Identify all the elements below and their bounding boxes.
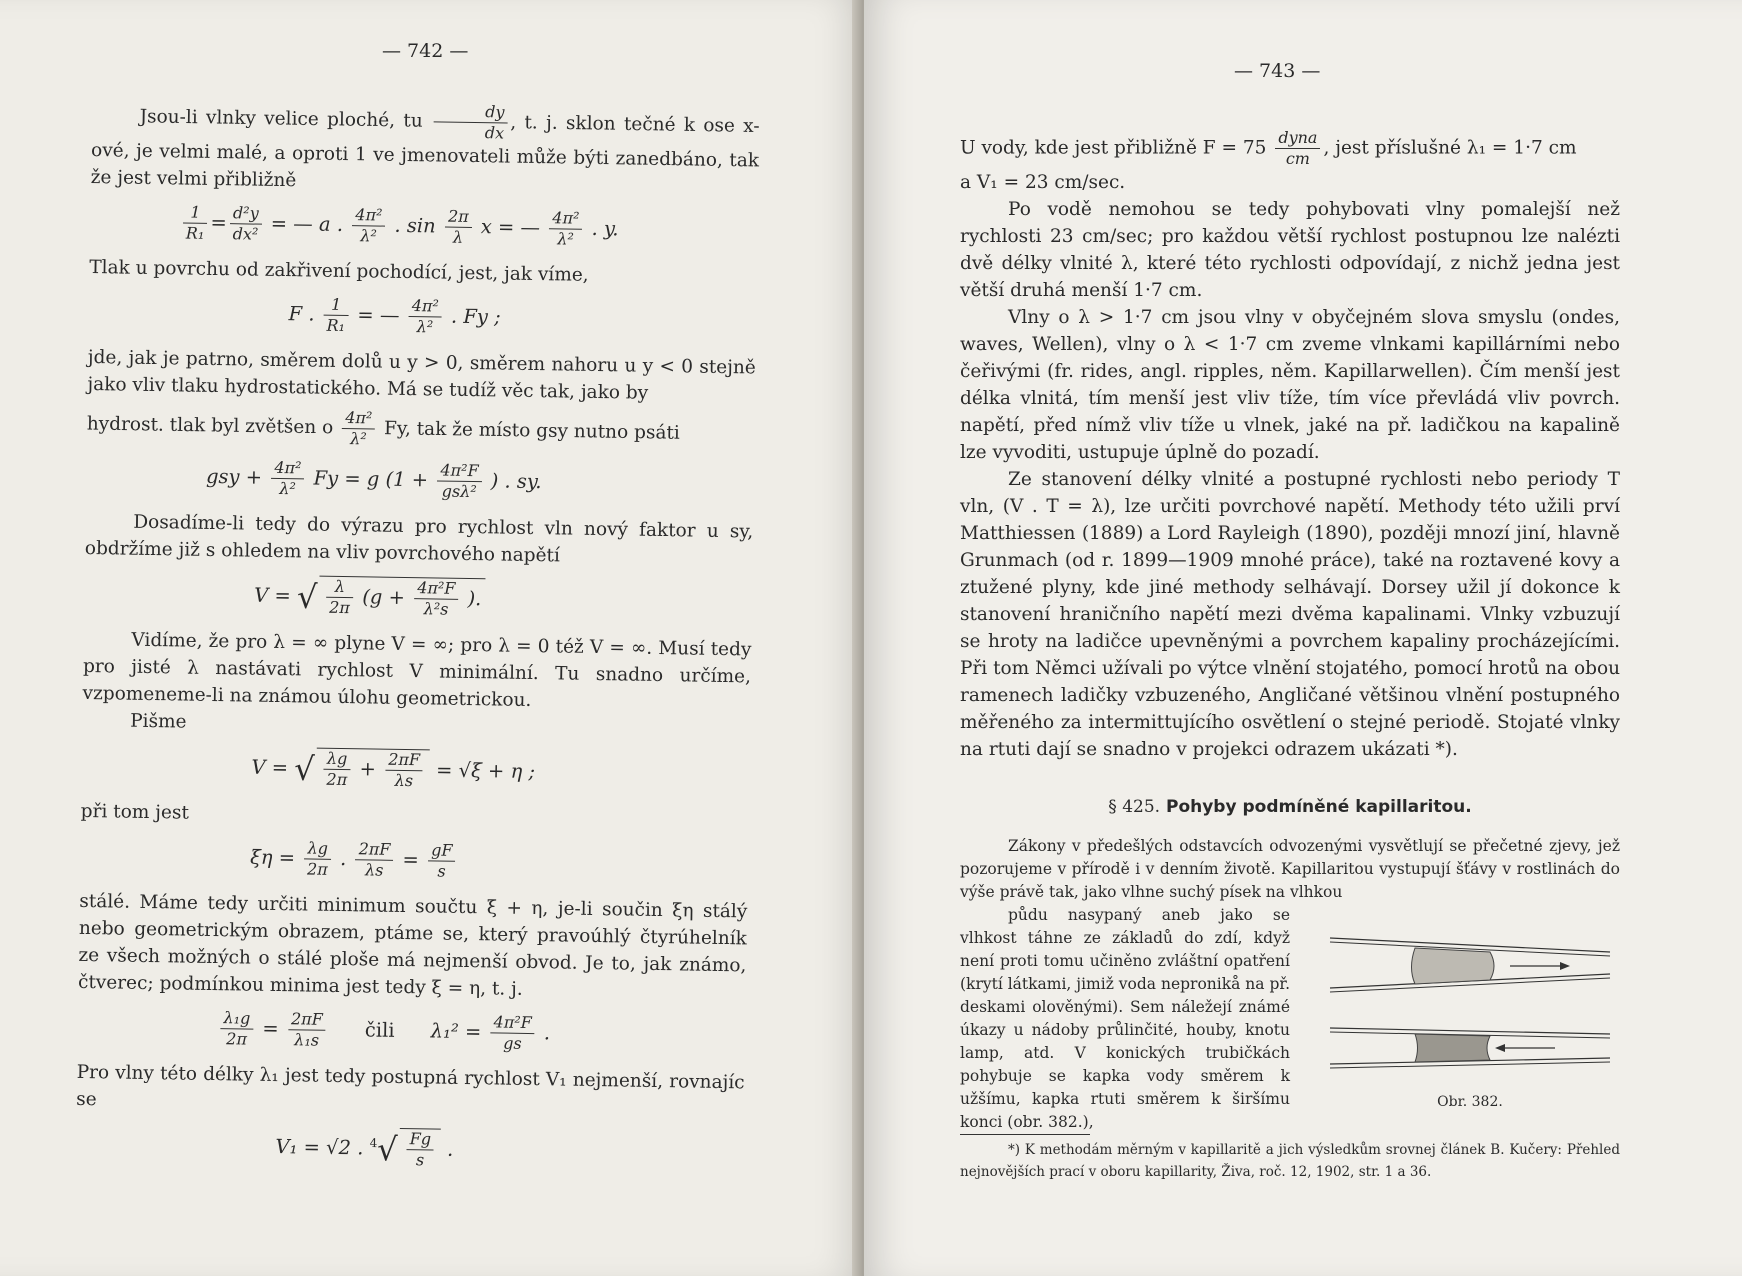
para-6: Vidíme, že pro λ = ∞ plyne V = ∞; pro λ = 0 též V = ∞. Musí tedy pro jisté λ nastávati rychlost V minimální. Tu snadno určíme, vzpomeneme-li na známou úlohu geometrickou. [82, 629, 752, 711]
para-8: při tom jest [80, 800, 190, 824]
footnote: *) K methodám měrným v kapillaritě a jich výsledkům srovnej článek B. Kučery: Přehled nejnovějších prací v oboru kapillarity, Živa, roč. 12, 1902, str. 1 a 36. [960, 1142, 1620, 1180]
para-r4: Vlny o λ > 1·7 cm jsou vlny v obyčejném slova smyslu (ondes, waves, Wellen), vlny o λ < 1·7 cm zveme vlnkami kapillárními nebo čeřivými (fr. rides, angl. ripples, něm. Kapillarwellen). Čím menší jest délka vlnitá, tím menší jest vliv tíže, tím více převládá vliv povrch. napětí, před nímž vliv tíže u vlnek, jaké na př. ladičkou na kapalině lze vyvoditi, ustupuje úplně do pozadí. [960, 307, 1620, 463]
para-7: Pišme [130, 710, 187, 733]
equation-velocity: V = √ $\frac{\lambda}{2\pi}$ (g + $\frac{\text{4π²F}}{\text{λ²s}}$ ). [254, 575, 753, 625]
left-text-column [75, 96, 760, 1187]
footnote-rule [960, 1134, 1090, 1135]
section-para-2: půdu nasypaný aneb jako se vlhkost táhne ze základů do zdí, když není proti tomu učiněno zvláštní opatření (krytí látkami, jimiž voda nepronikå na př. deskami olověnými). Sem náležejí známé úkazy u nádoby průlinčité, houby, knotu lamp, atd. V konických trubičkách pohybuje se kapka vody směrem k užšímu, kapka rtuti směrem k širšímu konci (obr. 382.), [960, 906, 1291, 1131]
capillary-tubes-illustration [1320, 918, 1620, 1088]
page-number-742: — 742 — [382, 40, 469, 62]
equation-minimum: $\frac{\text{λ₁g}}{2\pi}$ = $\frac{2\pi F}{\text{λ₁s}}$ čili λ₁² = $\frac{\text{4π²F}}{gs}$ . [217, 1008, 746, 1057]
figure-caption: Obr. 382. [1437, 1094, 1503, 1110]
fraction-dy-dx: $\frac{dy}{dx}$ [434, 101, 508, 143]
equation-product: ξη = $\frac{\lambda g}{2\pi}$ . $\frac{2\pi F}{\lambda s}$ = $\frac{gF}{s}$ [250, 838, 749, 887]
section-para-1: Zákony v předešlých odstavcích odvozenými vysvětlují se přečetné zjevy, jež pozorujeme v přírodě i v denním životě. Kapillaritou vystupují šťávy v rostlinách do výše právě tak, jako vlhne suchý písek na vlhkou [960, 837, 1620, 901]
para-3: jde, jak je patrno, směrem dolů u y > 0, směrem nahoru u y < 0 stejně jako vliv tlaku hydrostatického. Má se tudíž věc tak, jako by [87, 346, 756, 404]
para-r3: Po vodě nemohou se tedy pohybovati vlny pomalejší než rychlosti 23 cm/sec; pro každou větší rychlost postupnou lze nalézti dvě délky vlnité λ, které této rychlosti odpovídají, z nichž jedna jest větší druhá menší 1·7 cm. [960, 199, 1620, 301]
para-r5: Ze stanovení délky vlnité a postupné rychlosti nebo periody T vln, (V . T = λ), lze určiti povrchové napětí. Methody této užili prví Matthiessen (1889) a Lord Rayleigh (1890), později mnozí jiní, hlavně Grunmach (od r. 1899—1909 mnohé práce), také na roztavené kovy a ztužené plyny, kde jiné methody selhávají. Dorsey užil jí dokonce k stanovení hraničního napětí mezi dvěma kapalinami. Vlnky vzbuzují se hroty na ladičce upevněnými a povrchem kapaliny procházejícími. Při tom Němci užívali po výtce vlnění stojatého, pomocí hrotů na obou ramenech ladičky vzbuzeného, Angličané většinou vlnění postupného měřeného za intermittujícího osvětlení o stejné periodě. Stojaté vlnky na rtuti dají se snadno v projekci odrazem ukázati *). [960, 469, 1620, 760]
para-r2: a V₁ = 23 cm/sec. [960, 172, 1126, 193]
para-10: Pro vlny této délky λ₁ jest tedy postupná rychlost V₁ nejmenší, rovnajíc se [76, 1061, 745, 1111]
para-2: Tlak u povrchu od zakřivení pochodící, jest, jak víme, [89, 256, 589, 286]
section-para-2-wrap [960, 904, 1290, 1134]
page-number-743: — 743 — [1234, 60, 1321, 82]
para-1: Jsou-li vlnky velice ploché, tu $\frac{dy}{dx}$ , t. j. sklon tečné k ose x-ové, je velmi malé, a oproti 1 ve jmenovateli může býti zanedbáno, tak že jest velmi přibližně [90, 102, 760, 192]
equation-hydrostatic: gsy + $\frac{\text{4π²}}{\text{λ²}}$ Fy = g (1 + $\frac{\text{4π²F}}{\text{gsλ²}}$ ) . sy. [205, 457, 542, 502]
para-9: stálé. Máme tedy určiti minimum součtu ξ + η, je-li součin ξη stálý nebo geometrickým obrazem, ptáme se, který pravoúhlý čtyrúhelník ze všech možných o stálé ploše má nejmenší obvod. Je to, jak známo, čtverec; podmínkou minima jest tedy ξ = η, t. j. [77, 890, 748, 1000]
figure-382 [1320, 918, 1620, 1110]
equation-min-velocity: V₁ = √2 . $^4$√ $\frac{Fg}{s}$ . [275, 1129, 454, 1170]
equation-curvature: $\frac{1}{\text{R₁}}$ = $\frac{\text{d²y}}{\text{dx²}}$ = — a . $\frac{\text{4π²}}{\text{λ²}}$ . sin $\frac{2\pi}{\lambda}$ x = — $\frac{\text{4π²}}{\text{λ²}}$ . y. [180, 202, 759, 252]
para-4: hydrost. tlak byl zvětšen o $\frac{\text{4π²}}{\text{λ²}}$ Fy, tak že místo gsy nutno psáti [86, 408, 680, 449]
equation-pressure: F . $\frac{1}{\text{R₁}}$ = — $\frac{\text{4π²}}{\text{λ²}}$ . Fy ; [288, 294, 501, 337]
equation-xi-eta: V = √ $\frac{\lambda g}{2\pi}$ + $\frac{2\pi F}{\lambda s}$ = √ξ + η ; [251, 748, 536, 791]
left-page [0, 0, 864, 1276]
para-r1: U vody, kde jest přibližně F = 75 $\frac{\text{dyna}}{cm}$ , jest příslušné λ₁ = 1·7 cm [960, 128, 1577, 168]
right-page [864, 0, 1742, 1276]
para-5: Dosadíme-li tedy do výrazu pro rychlost vln nový faktor u sy, obdržíme již s ohledem na vliv povrchového napětí [84, 511, 754, 567]
section-heading: § 425. Pohyby podmíněné kapillaritou. [1108, 797, 1472, 817]
right-text-column [960, 128, 1620, 1183]
